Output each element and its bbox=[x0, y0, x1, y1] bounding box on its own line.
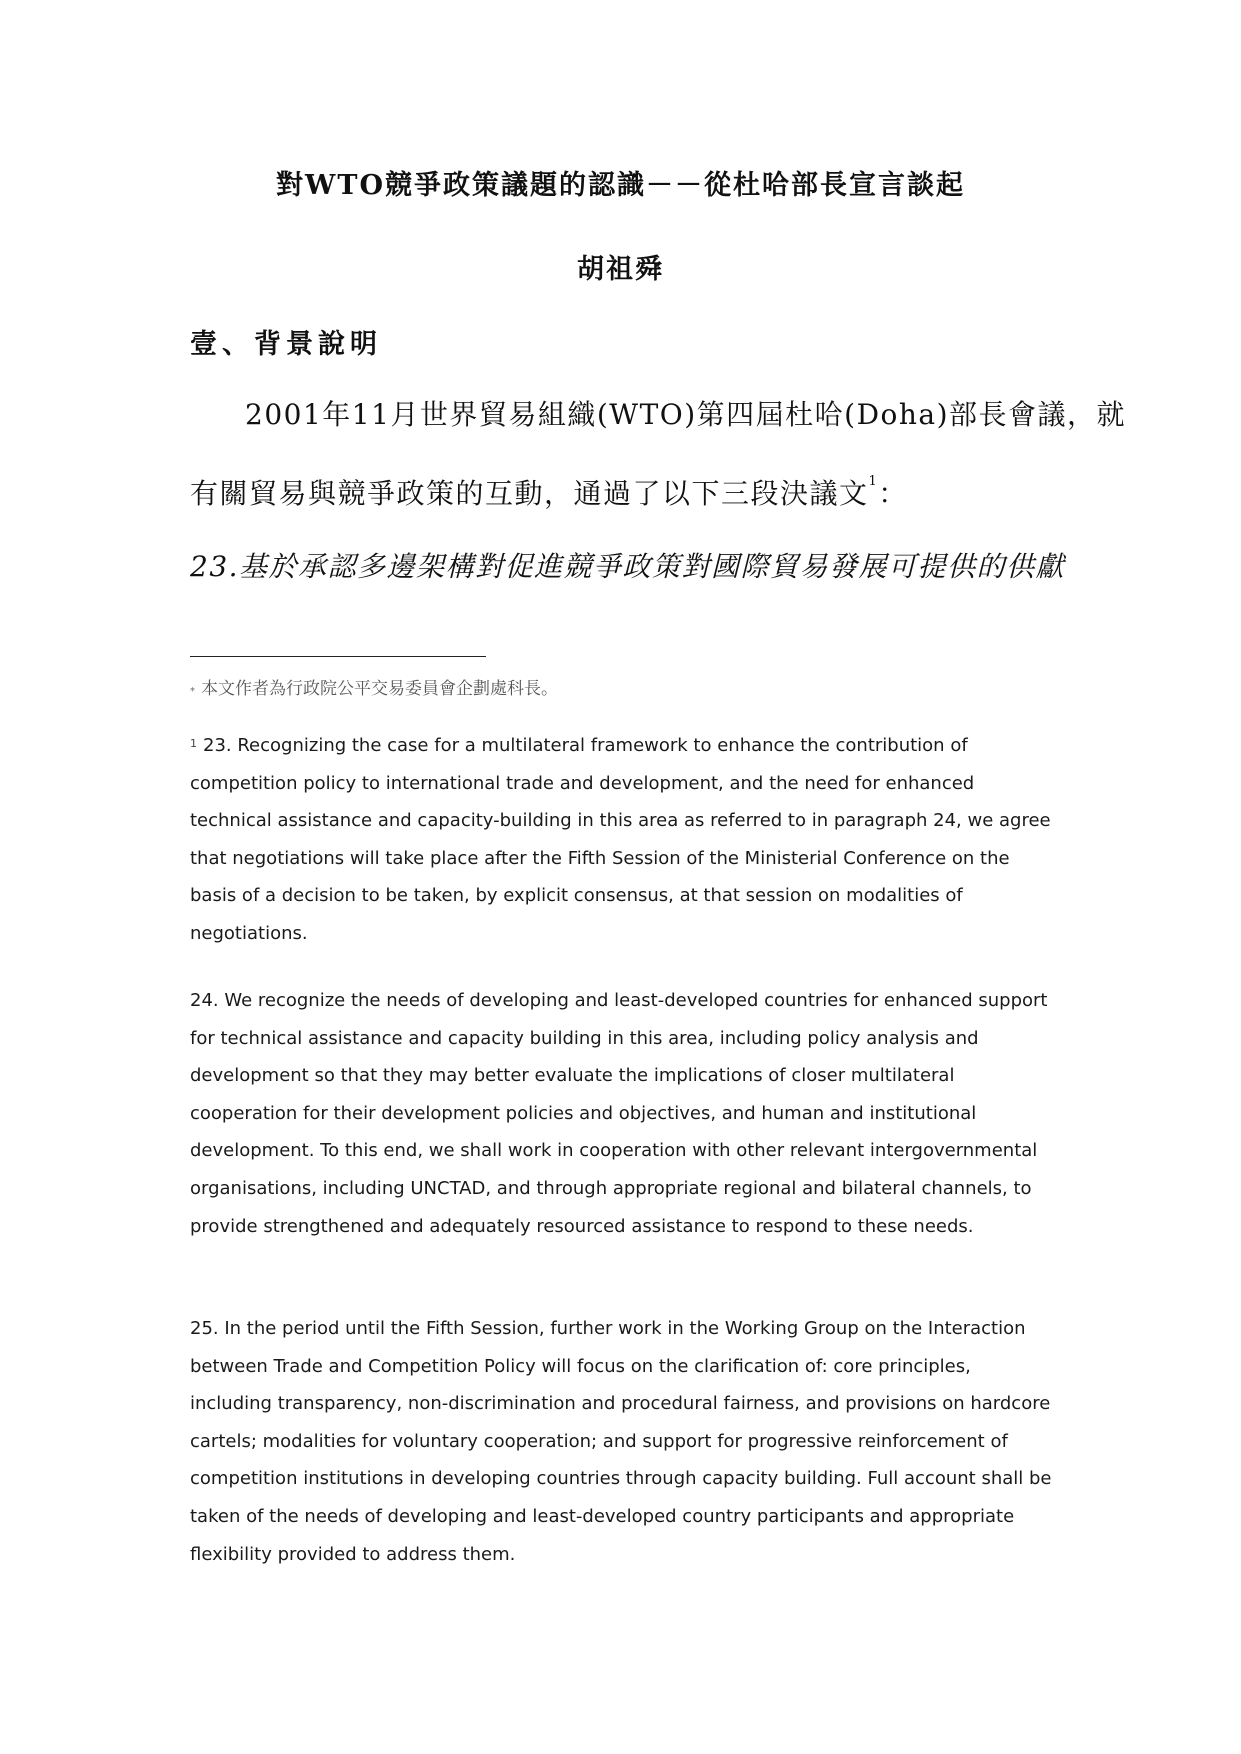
body-line-2-suffix: ： bbox=[878, 477, 908, 510]
footnote-reference[interactable]: 1 bbox=[868, 474, 879, 489]
footnote-separator bbox=[190, 656, 486, 657]
author-footnote-text: 本文作者為行政院公平交易委員會企劃處科長。 bbox=[201, 679, 558, 699]
document-title: 對WTO競爭政策議題的認識－－從杜哈部長宣言談起 bbox=[276, 170, 965, 201]
section-heading: 壹、背景說明 bbox=[190, 329, 382, 360]
body-line-1: 2001年11月世界貿易組織(WTO)第四屆杜哈(Doha)部長會議，就 bbox=[245, 398, 1127, 431]
body-line-2-text: 有關貿易與競爭政策的互動，通過了以下三段決議文 bbox=[190, 477, 869, 510]
footnote-number: 1 bbox=[190, 737, 197, 750]
body-line-3-italic: 23.基於承認多邊架構對促進競爭政策對國際貿易發展可提供的供獻 bbox=[190, 550, 1066, 583]
footnote-paragraph-23 bbox=[190, 727, 1058, 953]
footnote-paragraph-24: 24. We recognize the needs of developing and least-developed countries for enhanced support for technical assistance and capacity building in this area, including policy analysis and development so that they may better evaluate the implications of closer multilateral cooperation for their development policies and objectives, and human and institutional development. To this end, we shall work in cooperation with other relevant intergovernmental organisations, including UNCTAD, and through appropriate regional and bilateral channels, to provide strengthened and adequately resourced assistance to respond to these needs. bbox=[190, 990, 1048, 1237]
author-footnote-mark: * bbox=[190, 686, 195, 697]
footnote-paragraph-text: 23. Recognizing the case for a multilateral framework to enhance the contribution of competition policy to international trade and development, and the need for enhanced technical assistance and capacity-building in this area as referred to in paragraph 24, we agree that negotiations will take place after the Fifth Session of the Ministerial Conference on the basis of a decision to be taken, by explicit consensus, at that session on modalities of negotiations. bbox=[190, 735, 1051, 944]
author-footnote bbox=[190, 674, 558, 699]
body-line-2 bbox=[190, 472, 908, 512]
footnote-paragraph-25: 25. In the period until the Fifth Session, further work in the Working Group on the Interaction between Trade and Competition Policy will focus on the clarification of: core principles, including transparency, non-discrimination and procedural fairness, and provisions on hardcore cartels; modalities for voluntary cooperation; and support for progressive reinforcement of competition institutions in developing countries through capacity building. Full account shall be taken of the needs of developing and least-developed country participants and appropriate flexibility provided to address them. bbox=[190, 1318, 1052, 1565]
author-name: 胡祖舜 bbox=[577, 254, 664, 285]
